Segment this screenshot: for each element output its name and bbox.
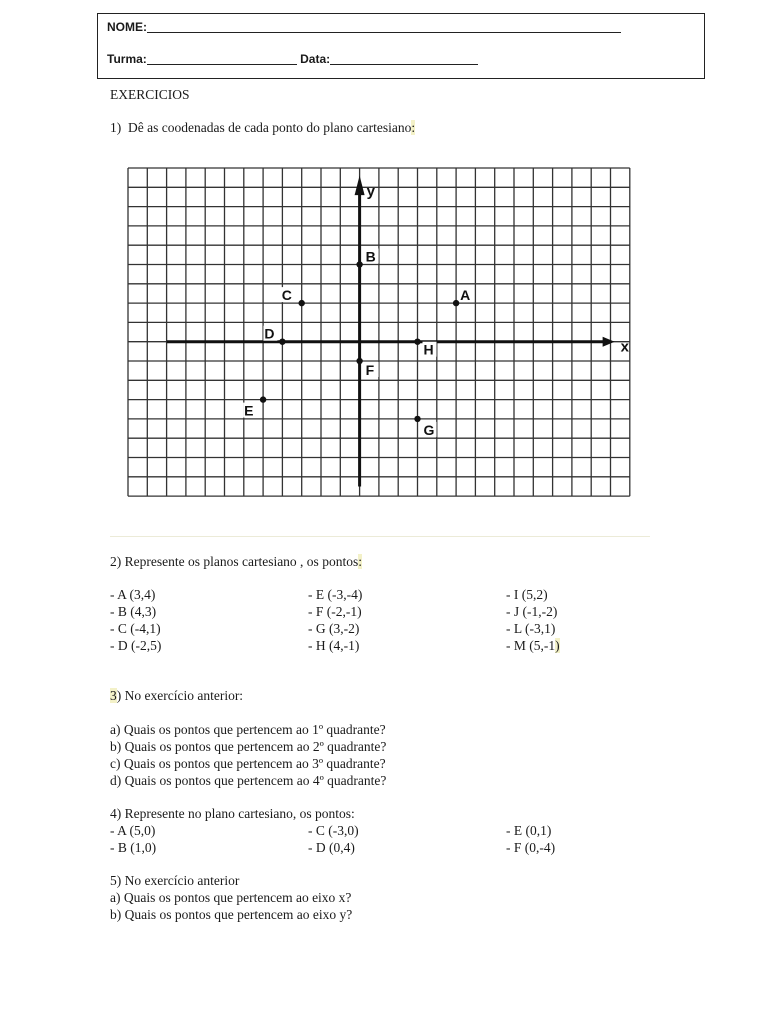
point-e <box>260 396 266 402</box>
ex2-col1-item-0: - A (3,4) <box>110 587 156 602</box>
exercise-1-text: Dê as coodenadas de cada ponto do plano cartesiano <box>128 120 412 135</box>
nome-blank[interactable] <box>147 20 621 33</box>
cartesian-plane <box>120 160 640 512</box>
exercise-4: 4) Represente no plano cartesiano, os pontos: <box>110 806 355 821</box>
point-c <box>299 300 305 306</box>
turma-blank[interactable] <box>147 52 297 65</box>
exercise-5-b: b) Quais os pontos que pertencem ao eixo y? <box>110 907 353 922</box>
point-b <box>356 261 362 267</box>
exercise-2-colon: : <box>358 554 362 569</box>
ex2-col3-item-1: - J (-1,-2) <box>506 604 558 619</box>
nome-label: NOME: <box>107 20 147 34</box>
point-g <box>414 416 420 422</box>
exercise-3-a: a) Quais os pontos que pertencem ao 1º quadrante? <box>110 722 386 737</box>
ex4-col3-item-1: - F (0,-4) <box>506 840 556 855</box>
exercise-1-number: 1) <box>110 120 122 135</box>
ex2-col3-item-3-text: - M (5,-1 <box>506 638 556 653</box>
point-label-a: A <box>460 287 471 304</box>
nome-line <box>107 20 621 34</box>
ex2-col1-item-1: - B (4,3) <box>110 604 157 619</box>
exercise-3-number: 3 <box>110 688 117 703</box>
point-label-e: E <box>244 402 254 419</box>
ex2-col1-item-2: - C (-4,1) <box>110 621 161 636</box>
point-label-g: G <box>423 421 435 438</box>
point-h <box>414 339 420 345</box>
exercise-2-text: 2) Represente os planos cartesiano , os pontos <box>110 554 359 569</box>
ex2-col3-item-3-close: ) <box>555 638 560 653</box>
grid-lines <box>128 168 630 496</box>
point-label-d: D <box>264 325 275 342</box>
ex4-col1-item-1: - B (1,0) <box>110 840 157 855</box>
ex4-col3-item-0: - E (0,1) <box>506 823 552 838</box>
exercise-5: 5) No exercício anterior <box>110 873 240 888</box>
y-axis-arrow <box>355 176 365 196</box>
point-a <box>453 300 459 306</box>
ex4-col1-item-0: - A (5,0) <box>110 823 156 838</box>
exercise-3-c: c) Quais os pontos que pertencem ao 3º quadrante? <box>110 756 386 771</box>
student-info-box <box>97 13 705 79</box>
y-axis-label: y <box>366 183 375 201</box>
point-f <box>356 358 362 364</box>
exercise-2 <box>110 554 362 570</box>
data-blank[interactable] <box>330 52 478 65</box>
divider <box>110 536 650 537</box>
x-axis-label: x <box>620 338 629 356</box>
exercise-5-a: a) Quais os pontos que pertencem ao eixo x? <box>110 890 352 905</box>
turma-data-line <box>107 52 478 66</box>
point-label-b: B <box>365 248 376 265</box>
point-label-c: C <box>281 287 292 304</box>
ex2-col2-item-3: - H (4,-1) <box>308 638 360 653</box>
ex2-col1-item-3: - D (-2,5) <box>110 638 162 653</box>
point-d <box>279 339 285 345</box>
exercise-3 <box>110 688 243 704</box>
ex2-col3-item-0: - I (5,2) <box>506 587 548 602</box>
turma-label: Turma: <box>107 52 147 66</box>
point-label-h: H <box>423 341 434 358</box>
exercise-3-b: b) Quais os pontos que pertencem ao 2º quadrante? <box>110 739 387 754</box>
point-label-f: F <box>365 362 375 378</box>
data-label: Data: <box>300 52 331 66</box>
exercise-3-text: ) No exercício anterior: <box>116 688 244 703</box>
ex2-col2-item-1: - F (-2,-1) <box>308 604 362 619</box>
ex2-col2-item-0: - E (-3,-4) <box>308 587 363 602</box>
exercise-1-colon: : <box>411 120 416 135</box>
ex4-col2-item-0: - C (-3,0) <box>308 823 359 838</box>
ex2-col3-item-2: - L (-3,1) <box>506 621 556 636</box>
ex2-col3-item-3 <box>506 638 560 654</box>
exercise-1 <box>110 120 415 136</box>
page-title: EXERCICIOS <box>110 87 190 102</box>
exercise-3-d: d) Quais os pontos que pertencem ao 4º quadrante? <box>110 773 387 788</box>
x-axis-arrow <box>603 337 615 347</box>
ex2-col2-item-2: - G (3,-2) <box>308 621 360 636</box>
ex4-col2-item-1: - D (0,4) <box>308 840 355 855</box>
